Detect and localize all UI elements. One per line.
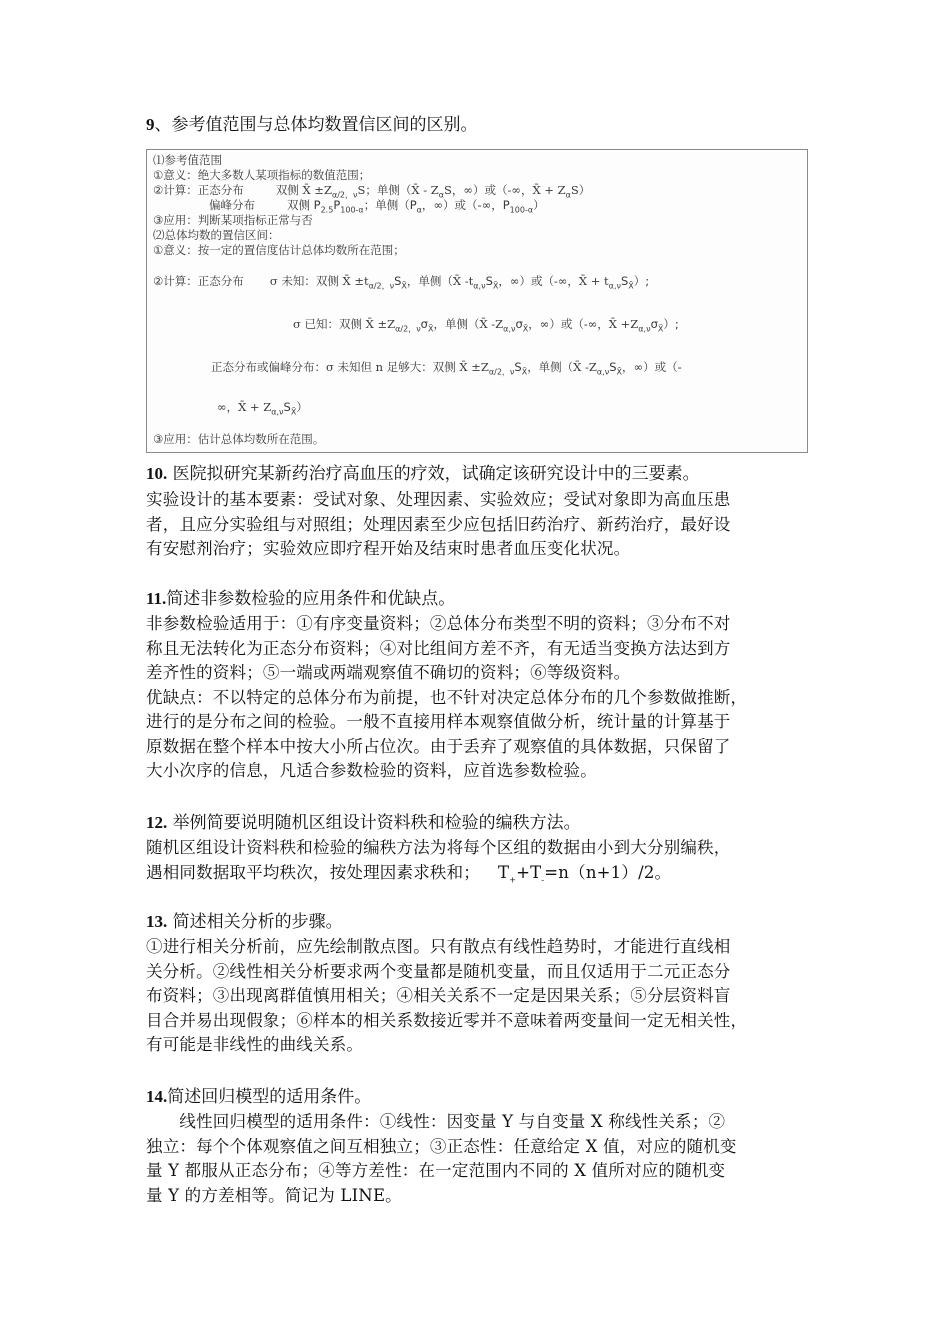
answer-line: 差齐性的资料；⑤一端或两端观察值不确切的资料；⑥等级资料。 [146,663,631,682]
question-text: 医院拟研究某新药治疗高血压的疗效，试确定该研究设计中的三要素。 [167,464,700,484]
box-line: ∞，X̄ + $Z_{\alpha,\nu}S_{X̄}$） [217,400,308,417]
question-11-title [146,587,455,611]
answer-line: 有安慰剂治疗；实验效应即疗程开始及结束时患者血压变化状况。 [146,539,631,558]
box-line: ②计算：正态分布 双侧 X̄ $\pm Z_{\alpha/2,\nu}S$；单侧（X̄ - $Z_\alpha S$，∞）或（-∞，X̄ + $Z_\alpha S$） [153,183,591,200]
answer-line: 者，且应分实验组与对照组；处理因素至少应包括旧药治疗、新药治疗，最好设 [146,514,731,534]
box-line: ②计算：正态分布 σ 未知：双侧 X̄ $\pm t_{\alpha/2,\nu}S_{X̄}$，单侧（X̄ $-t_{\alpha,\nu}S_{X̄}$，∞）或（-∞，X̄ + $t_{\alpha,\nu}S_{X̄}$）; [153,274,650,291]
scanned-answer-image [146,149,808,453]
question-12-title [146,811,581,835]
question-number: 12. [146,813,168,832]
answer-line: 遇相同数据取平均秩次，按处理因素求秩和； $T_++T_-=n(n+1)/2$。 [146,862,672,884]
answer-line: 线性回归模型的适用条件：①线性：因变量 Y 与自变量 X 称线性关系；② [146,1112,726,1131]
question-text: 简述回归模型的适用条件。 [167,1087,372,1107]
answer-line: 大小次序的信息，凡适合参数检验的资料，应首选参数检验。 [146,761,597,780]
answer-12 [146,836,810,885]
answer-line: 有可能是非线性的曲线关系。 [146,1035,364,1054]
answer-10 [146,488,810,562]
question-10-title [146,462,700,486]
answer-line: 随机区组设计资料秩和检验的编秩方法为将每个区组的数据由小到大分别编秩， [146,838,731,857]
answer-13 [146,935,810,1058]
box-line: 正态分布或偏峰分布：σ 未知但 n 足够大：双侧 X̄ $\pm Z_{\alpha/2,\nu}S_{X̄}$，单侧（X̄ $-Z_{\alpha,\nu}S_{X̄}$，∞）或（- [211,360,682,377]
box-line: σ 已知：双侧 X̄ $\pm Z_{\alpha/2,\nu}\sigma_{X̄}$，单侧（X̄ $-Z_{\alpha,\nu}\sigma_{X̄}$，∞）或（-∞，X̄ $+Z_{\alpha,\nu}\sigma_{X̄}$）; [293,317,679,334]
answer-line: 优缺点：不以特定的总体分布为前提，也不针对决定总体分布的几个参数做推断， [146,687,748,707]
question-number: 14. [146,1087,168,1106]
answer-line: 关分析。②线性相关分析要求两个变量都是随机变量，而且仅适用于二元正态分 [146,961,731,981]
question-number: 13. [146,912,168,931]
answer-line: 实验设计的基本要素：受试对象、处理因素、实验效应；受试对象即为高血压患 [146,490,731,509]
question-text: 简述非参数检验的应用条件和优缺点。 [166,589,456,609]
question-9-title [146,113,478,137]
box-line: 偏峰分布 双侧 $P_{2.5}P_{100-\alpha}$；单侧（$P_\alpha$，∞）或（-∞，$P_{100-\alpha}$） [209,198,545,215]
question-number: 9 [146,115,155,134]
box-line: ①意义：按一定的置信度估计总体均数所在范围； [153,243,405,257]
question-14-title [146,1085,371,1109]
box-line: ⑵总体均数的置信区间： [153,228,280,242]
question-text: 举例简要说明随机区组设计资料秩和检验的编秩方法。 [167,813,581,833]
question-text: 简述相关分析的步骤。 [167,912,343,932]
answer-line: 布资料；③出现离群值慎用相关；④相关关系不一定是因果关系；⑤分层资料盲 [146,986,731,1005]
question-number: 10. [146,464,168,483]
question-number: 11. [146,589,167,608]
box-line: ①意义：绝大多数人某项指标的数值范围； [153,168,371,182]
box-line: ③应用：判断某项指标正常与否 [153,213,313,227]
answer-line: 进行的是分布之间的检验。一般不直接用样本观察值做分析，统计量的计算基于 [146,712,731,731]
answer-line: ①进行相关分析前，应先绘制散点图。只有散点有线性趋势时，才能进行直线相 [146,937,731,956]
question-text: 、参考值范围与总体均数置信区间的区别。 [154,115,478,135]
answer-11 [146,612,810,784]
question-13-title [146,910,343,934]
box-line: ⑴参考值范围 [153,153,222,167]
answer-line: 独立：每个个体观察值之间互相独立；③正态性：任意给定 X 值，对应的随机变 [146,1136,737,1156]
answer-line: 原数据在整个样本中按大小所占位次。由于丢弃了观察值的具体数据，只保留了 [146,736,731,756]
answer-14 [146,1110,810,1208]
answer-line: 量 Y 都服从正态分布；④等方差性：在一定范围内不同的 X 值所对应的随机变 [146,1161,726,1180]
answer-line: 称且无法转化为正态分布资料；④对比组间方差不齐，有无适当变换方法达到方 [146,638,731,658]
rank-sum-formula: $T_++T_-=n(n+1)/2$。 [498,862,672,884]
answer-line: 非参数检验适用于：①有序变量资料；②总体分布类型不明的资料；③分布不对 [146,614,731,633]
answer-line: 量 Y 的方差相等。简记为 LINE。 [146,1185,402,1205]
answer-line: 目合并易出现假象；⑥样本的相关系数接近零并不意味着两变量间一定无相关性， [146,1010,748,1030]
box-line: ③应用：估计总体均数所在范围。 [153,432,325,446]
